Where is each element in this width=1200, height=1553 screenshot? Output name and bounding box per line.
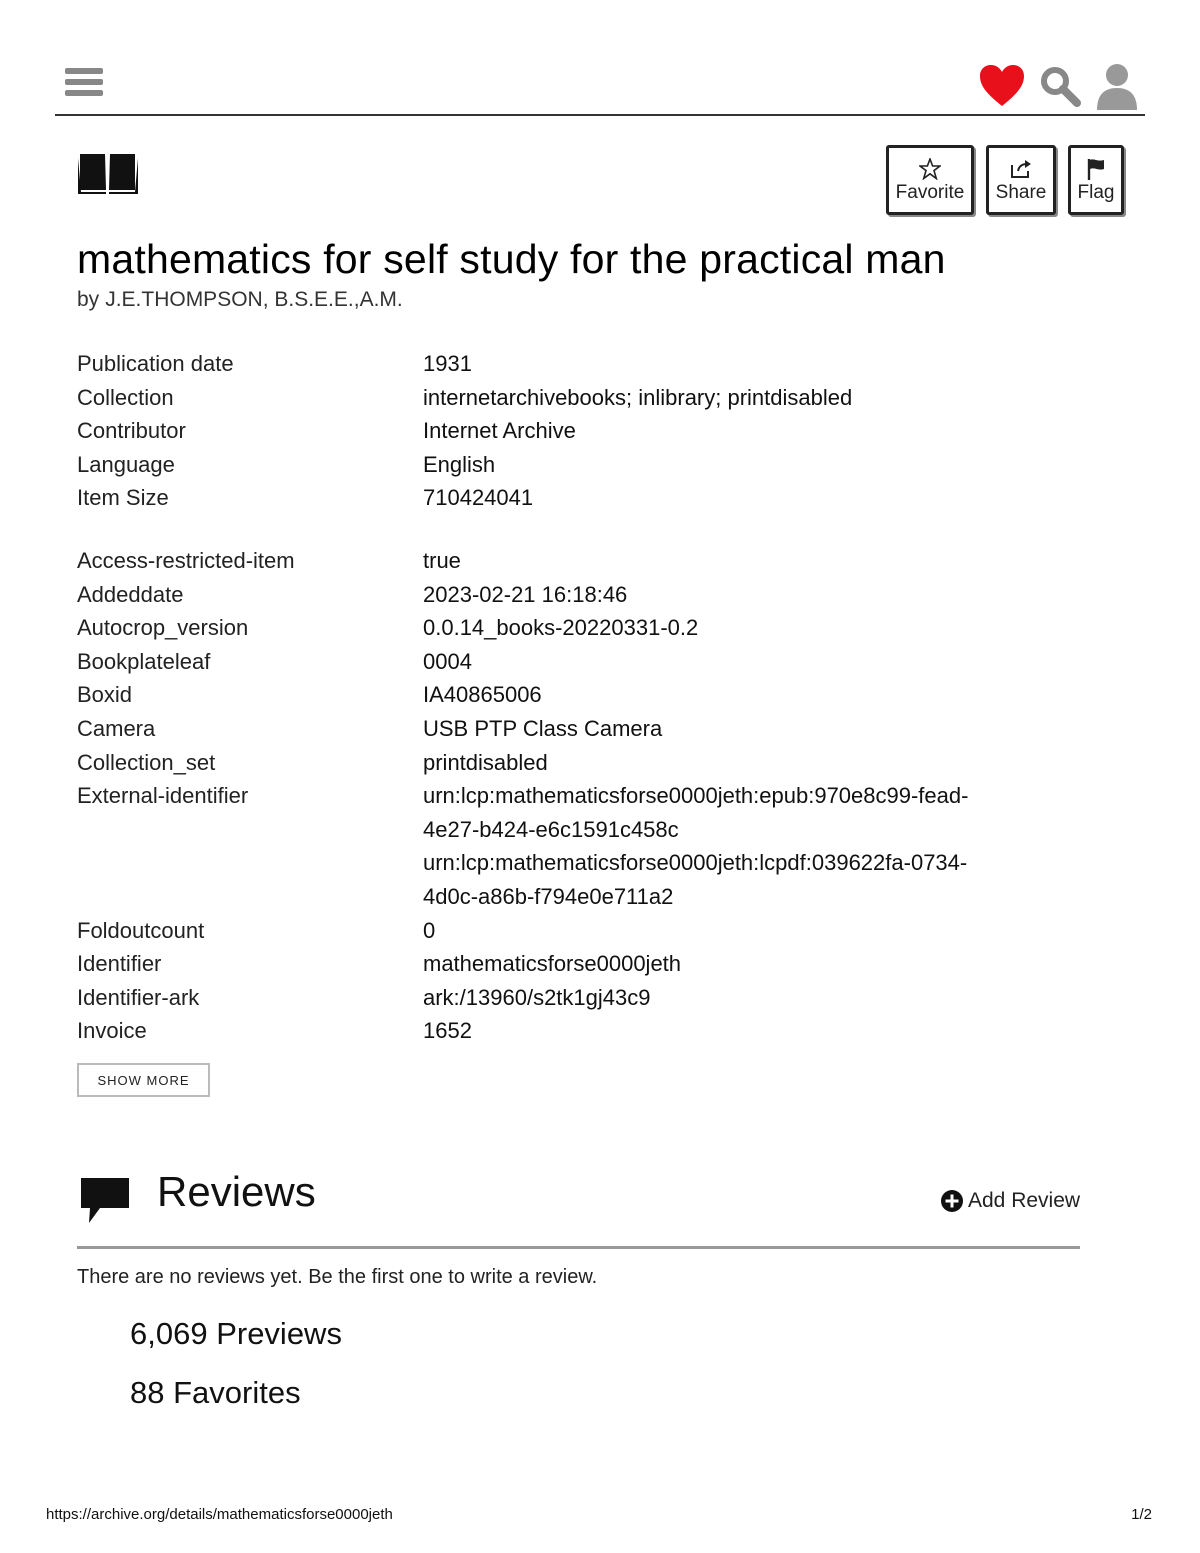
by-label: by [77, 288, 100, 311]
add-review-link[interactable] [940, 1189, 1080, 1213]
metadata-value: Internet Archive [423, 418, 576, 444]
top-nav-icons [979, 62, 1139, 110]
metadata-row [77, 779, 1037, 913]
metadata-row [77, 611, 1037, 645]
metadata-key: Publication date [77, 351, 234, 376]
metadata-value: 1931 [423, 351, 472, 376]
reviews-heading: Reviews [157, 1168, 316, 1215]
flag-label: Flag [1077, 182, 1115, 203]
add-review-label: Add Review [968, 1189, 1081, 1212]
metadata-primary [77, 347, 1037, 515]
flag-button[interactable] [1068, 145, 1124, 215]
metadata-row [77, 448, 1037, 482]
metadata-row [77, 746, 1037, 780]
metadata-key: Boxid [77, 682, 133, 708]
previews-count: 6,069 Previews [130, 1316, 342, 1351]
star-icon [919, 156, 941, 182]
menu-icon[interactable] [65, 68, 103, 100]
metadata-key: Camera [77, 715, 156, 741]
metadata-value: printdisabled [423, 749, 548, 775]
metadata-value-line: 4e27-b424-e6c1591c458c [423, 816, 679, 842]
share-icon [1010, 156, 1032, 182]
metadata-table [77, 347, 1037, 1048]
item-byline [77, 288, 403, 312]
no-reviews-text: There are no reviews yet. Be the first one to write a review. [77, 1266, 598, 1288]
metadata-row [77, 914, 1037, 948]
favorites-count: 88 Favorites [130, 1375, 301, 1410]
item-title: mathematics for self study for the practical man [77, 236, 946, 282]
show-more-button[interactable]: SHOW MORE [77, 1063, 210, 1097]
metadata-value-line: 4d0c-a86b-f794e0e711a2 [423, 883, 674, 909]
metadata-key: Collection_set [77, 749, 216, 775]
author-link[interactable]: J.E.THOMPSON, B.S.E.E.,A.M. [105, 288, 403, 311]
plus-circle-icon [940, 1189, 964, 1213]
search-icon[interactable] [1039, 65, 1081, 107]
metadata-row [77, 481, 1037, 515]
metadata-key: Autocrop_version [77, 615, 249, 641]
metadata-value-line: urn:lcp:mathematicsforse0000jeth:lcpdf:039622fa-0734- [423, 850, 968, 876]
metadata-value [423, 779, 1037, 913]
metadata-key: Collection [77, 384, 174, 410]
metadata-row [77, 381, 1037, 415]
heart-icon[interactable] [979, 64, 1025, 108]
print-page-number: 1/2 [1131, 1506, 1152, 1523]
metadata-value: mathematicsforse0000jeth [423, 951, 682, 977]
metadata-key: Addeddate [77, 581, 184, 607]
speech-bubble-icon [78, 1175, 132, 1230]
metadata-value: 0004 [423, 648, 472, 674]
metadata-row [77, 981, 1037, 1015]
metadata-value: 0.0.14_books-20220331-0.2 [423, 615, 699, 641]
favorite-button[interactable] [886, 145, 974, 215]
metadata-value: ark:/13960/s2tk1gj43c9 [423, 984, 651, 1010]
metadata-row [77, 544, 1037, 578]
item-action-buttons [886, 145, 1124, 215]
top-nav-bar [55, 58, 1145, 116]
metadata-secondary [77, 544, 1037, 1048]
metadata-value: 2023-02-21 16:18:46 [423, 581, 628, 607]
metadata-value: English [423, 451, 496, 477]
metadata-value: 1652 [423, 1018, 472, 1044]
metadata-value: USB PTP Class Camera [423, 715, 663, 741]
metadata-row [77, 678, 1037, 712]
metadata-row [77, 1014, 1037, 1048]
share-button[interactable] [986, 145, 1056, 215]
metadata-row [77, 414, 1037, 448]
metadata-key: Item Size [77, 485, 169, 511]
user-icon[interactable] [1095, 62, 1139, 110]
metadata-key: Access-restricted-item [77, 547, 295, 573]
metadata-value-line: urn:lcp:mathematicsforse0000jeth:epub:970e8c99-fead- [423, 783, 969, 809]
metadata-key: External-identifier [77, 783, 249, 809]
metadata-value: 0 [423, 917, 436, 943]
metadata-key: Identifier-ark [77, 984, 200, 1010]
metadata-key: Contributor [77, 418, 186, 444]
metadata-key: Foldoutcount [77, 917, 205, 943]
metadata-value: IA40865006 [423, 682, 542, 708]
book-icon [77, 150, 139, 201]
metadata-key: Invoice [77, 1018, 147, 1044]
metadata-row [77, 578, 1037, 612]
metadata-row [77, 712, 1037, 746]
reviews-divider [77, 1246, 1080, 1249]
metadata-key: Identifier [77, 951, 162, 977]
metadata-row [77, 645, 1037, 679]
flag-icon [1085, 156, 1107, 182]
metadata-value: internetarchivebooks; inlibrary; printdisabled [423, 384, 853, 410]
metadata-key: Bookplateleaf [77, 648, 211, 674]
metadata-value: true [423, 547, 461, 573]
metadata-row [77, 947, 1037, 981]
favorite-label: Favorite [895, 182, 965, 203]
metadata-row [77, 347, 1037, 381]
share-label: Share [995, 182, 1047, 203]
metadata-key: Language [77, 451, 175, 477]
metadata-value: 710424041 [423, 485, 534, 511]
print-url: https://archive.org/details/mathematicsforse0000jeth [46, 1506, 393, 1523]
